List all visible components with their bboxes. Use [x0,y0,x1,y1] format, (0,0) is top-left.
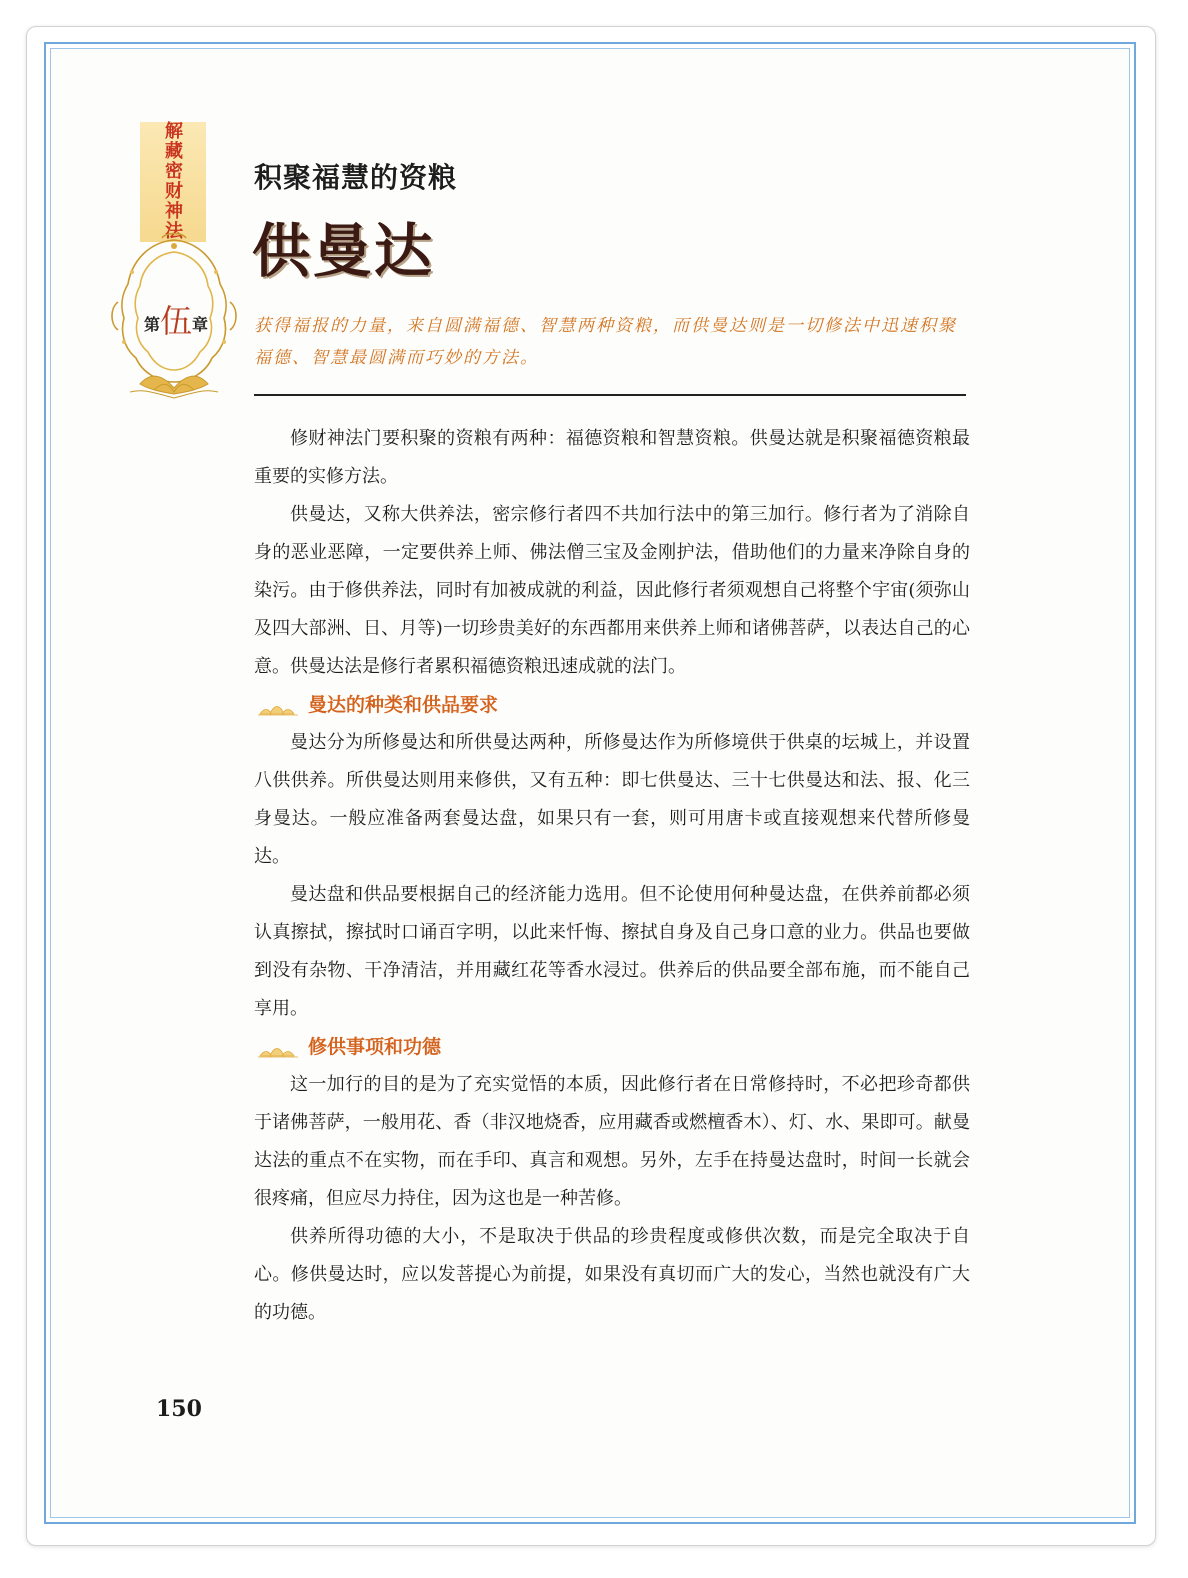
book-title-vertical: 解藏密财神法 [165,121,183,242]
body-paragraph: 曼达分为所修曼达和所供曼达两种，所修曼达作为所修境供于供桌的坛城上，并设置八供供养。所供曼达则用来修供，又有五种：即七供曼达、三十七供曼达和法、报、化三身曼达。一般应准备两套曼达盘，如果只有一套，则可用唐卡或直接观想来代替所修曼达。 [254,732,970,867]
page-subtitle: 积聚福慧的资粮 [254,161,458,194]
intro-text: 获得福报的力量，来自圆满福德、智慧两种资粮，而供曼达则是一切修法中迅速积聚福德、智慧最圆满而巧妙的方法。 [254,316,957,368]
body-paragraph: 供养所得功德的大小，不是取决于供品的珍贵程度或修供次数，而是完全取决于自心。修供曼达时，应以发菩提心为前提，如果没有真切而广大的发心，当然也就没有广大的功德。 [254,1226,970,1323]
page-number: 150 [156,1396,202,1422]
body-paragraph: 供曼达，又称大供养法，密宗修行者四不共加行法中的第三加行。修行者为了消除自身的恶业恶障，一定要供养上师、佛法僧三宝及金刚护法，借助他们的力量来净除自身的染污。由于修供养法，同时有加被成就的利益，因此修行者须观想自己将整个宇宙(须弥山及四大部洲、日、月等)一切珍贵美好的东西都用来供养上师和诸佛菩萨，以表达自己的心意。供曼达法是修行者累积福德资粮迅速成就的法门。 [254,504,970,677]
chapter-number: 伍 [160,302,193,340]
section-heading [254,1028,970,1066]
header-divider [254,394,966,396]
section-heading-text: 修供事项和功德 [308,1036,442,1058]
lotus-flourish-icon [258,698,300,716]
section-heading [254,686,970,724]
chapter-suffix: 章 [192,315,209,334]
lotus-flourish-icon [258,1040,300,1058]
article-body [254,420,970,1332]
body-paragraph: 曼达盘和供品要根据自己的经济能力选用。但不论使用何种曼达盘，在供养前都必须认真擦拭，擦拭时口诵百字明，以此来忏悔、擦拭自身及自己身口意的业力。供品也要做到没有杂物、干净清洁，并用藏红花等香水浸过。供养后的供品要全部布施，而不能自己享用。 [254,884,970,1019]
page-title: 供曼达 [252,217,436,285]
body-paragraph: 修财神法门要积聚的资粮有两种：福德资粮和智慧资粮。供曼达就是积聚福德资粮最重要的实修方法。 [254,428,970,487]
section-heading-text: 曼达的种类和供品要求 [308,694,499,716]
body-paragraph: 这一加行的目的是为了充实觉悟的本质，因此修行者在日常修持时，不必把珍奇都供于诸佛菩萨，一般用花、香（非汉地烧香，应用藏香或燃檀香木）、灯、水、果即可。献曼达法的重点不在实物，而在手印、真言和观想。另外，左手在持曼达盘时，时间一长就会很疼痛，但应尽力持住，因为这也是一种苦修。 [254,1074,970,1209]
chapter-prefix: 第 [144,315,161,334]
